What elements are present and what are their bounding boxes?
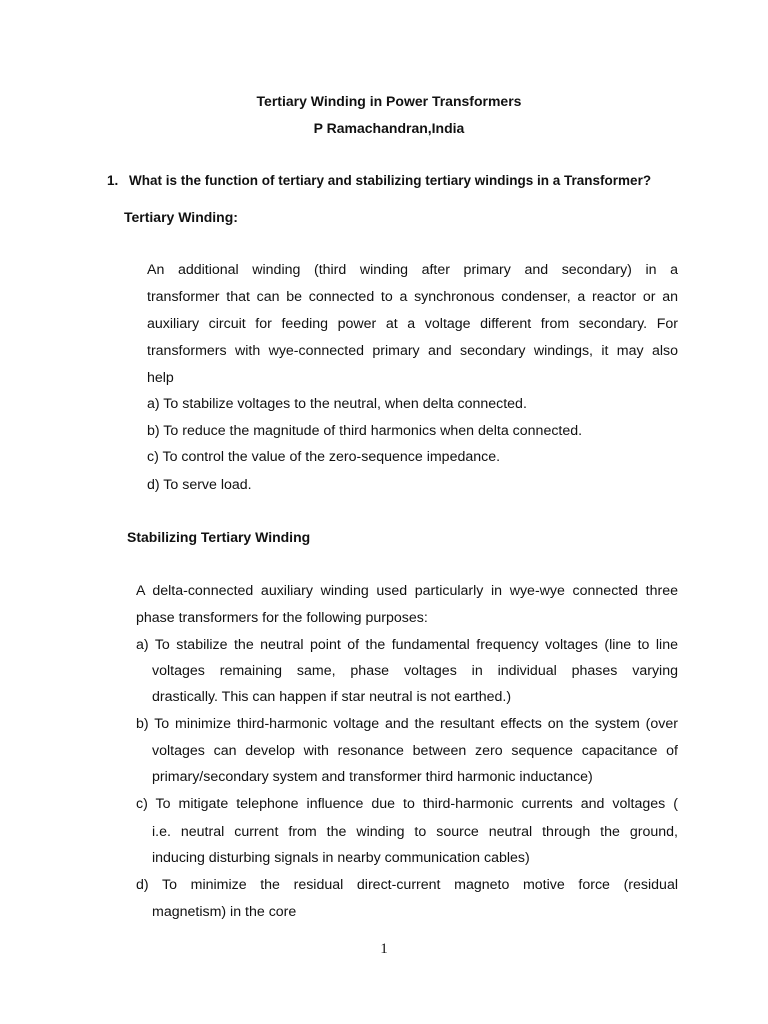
paragraph-line: A delta-connected auxiliary winding used particularly in wye-wye connected three	[136, 583, 678, 599]
paragraph-line: transformer that can be connected to a synchronous condenser, a reactor or an	[147, 289, 678, 305]
list-item: b) To reduce the magnitude of third harmonics when delta connected.	[147, 423, 583, 439]
list-item-continuation: drastically. This can happen if star neutral is not earthed.)	[152, 689, 512, 705]
document-title: Tertiary Winding in Power Transformers	[256, 93, 522, 109]
list-item-continuation: inducing disturbing signals in nearby communication cables)	[152, 850, 530, 866]
paragraph-line: auxiliary circuit for feeding power at a voltage different from secondary. For	[147, 316, 678, 332]
question-text: What is the function of tertiary and stabilizing tertiary windings in a Transformer?	[129, 173, 652, 188]
section-heading-tertiary: Tertiary Winding:	[124, 209, 238, 225]
section-heading-stabilizing: Stabilizing Tertiary Winding	[127, 529, 311, 545]
list-item: a) To stabilize the neutral point of the fundamental frequency voltages (line to line	[136, 637, 678, 653]
list-item: c) To mitigate telephone influence due to third-harmonic currents and voltages (	[136, 796, 678, 812]
paragraph-line: help	[147, 370, 174, 386]
paragraph-line: phase transformers for the following purposes:	[136, 610, 428, 626]
list-item-continuation: voltages remaining same, phase voltages in individual phases varying	[152, 663, 678, 679]
list-item: c) To control the value of the zero-sequence impedance.	[147, 449, 501, 465]
list-item-continuation: primary/secondary system and transformer third harmonic inductance)	[152, 769, 593, 785]
list-item: d) To minimize the residual direct-current magneto motive force (residual	[136, 877, 678, 893]
list-item: a) To stabilize voltages to the neutral, when delta connected.	[147, 396, 527, 412]
paragraph-line: transformers with wye-connected primary and secondary windings, it may also	[147, 343, 678, 359]
list-item-continuation: magnetism) in the core	[152, 904, 297, 920]
paragraph-line: An additional winding (third winding after primary and secondary) in a	[147, 262, 678, 278]
list-item-continuation: i.e. neutral current from the winding to source neutral through the ground,	[152, 824, 678, 840]
list-item-continuation: voltages can develop with resonance between zero sequence capacitance of	[152, 743, 678, 759]
question-heading	[107, 173, 651, 188]
document-author: P Ramachandran,India	[313, 120, 465, 136]
list-item: b) To minimize third-harmonic voltage and the resultant effects on the system (over	[136, 716, 678, 732]
list-item: d) To serve load.	[147, 477, 252, 493]
page-number: 1	[380, 941, 388, 957]
question-number: 1.	[107, 173, 119, 188]
